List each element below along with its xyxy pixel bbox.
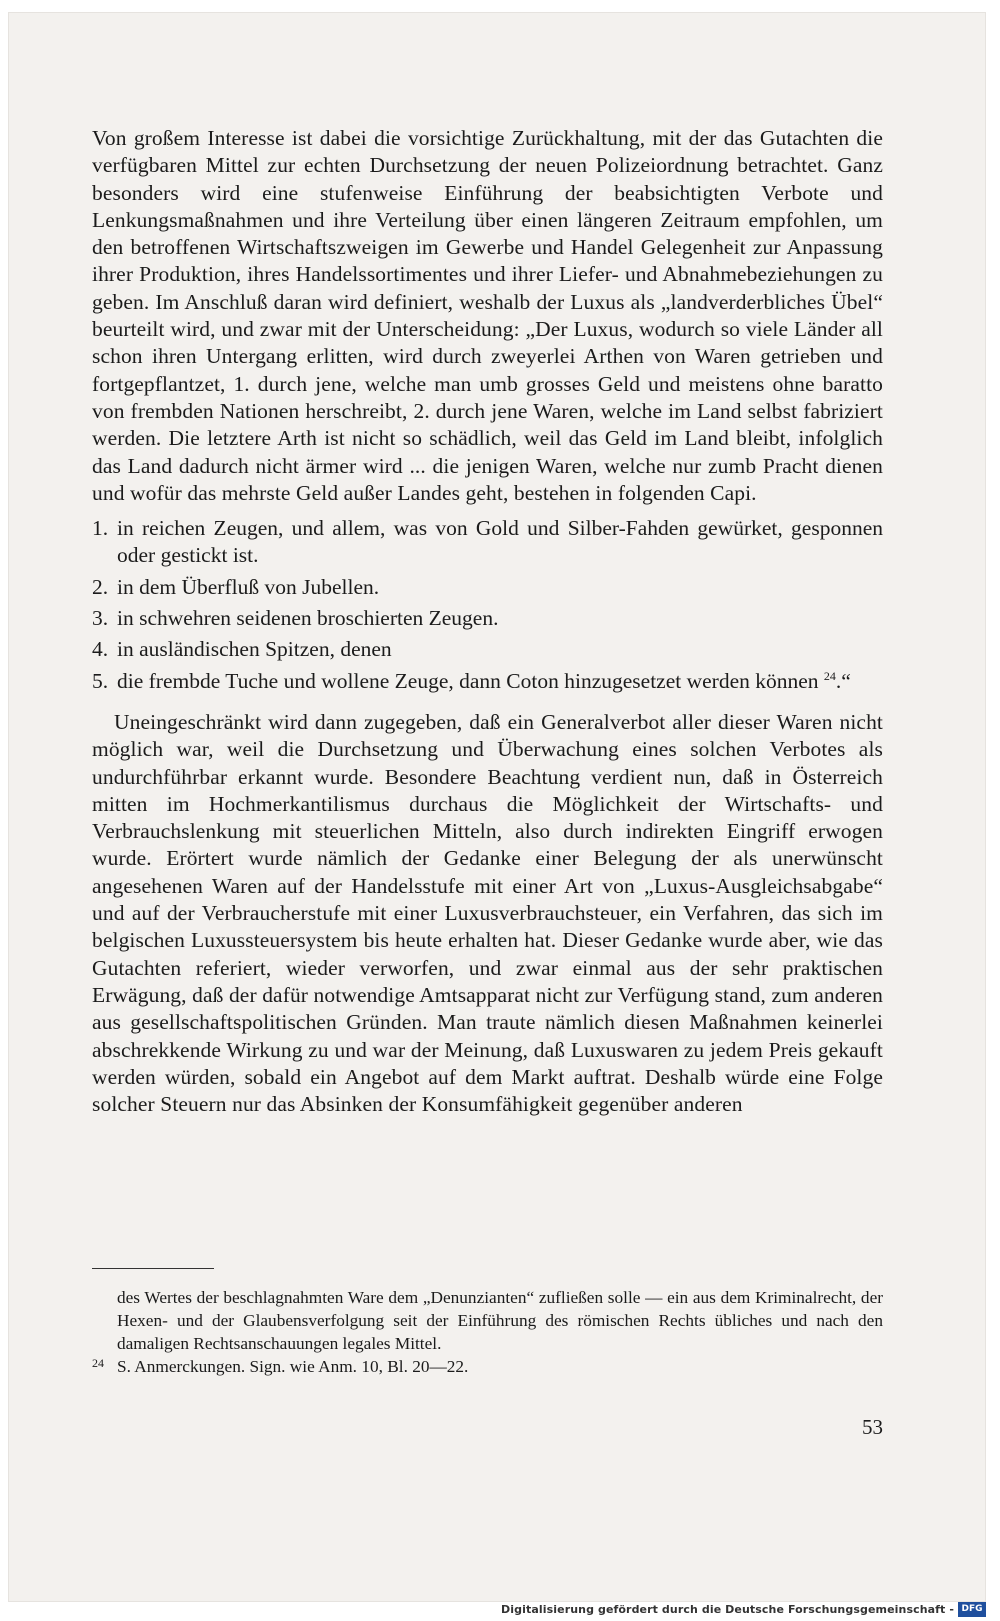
list-item-text: in dem Überfluß von Jubellen. [117,574,380,599]
list-item-text: die frembde Tuche und wollene Zeuge, dann Coton hinzugesetzet werden können [117,668,819,693]
capi-list [92,515,883,695]
list-item-number: 1. [92,516,109,541]
list-item-text: in ausländischen Spitzen, denen [117,637,392,662]
footnote-24-text: S. Anmerckungen. Sign. wie Anm. 10, Bl. 20—22. [117,1357,469,1376]
list-item-number: 2. [92,574,109,599]
list-item-number: 4. [92,637,109,662]
paragraph-2: Uneingeschränkt wird dann zugegeben, daß ein Generalverbot aller dieser Waren nicht möglich war, weil die Durchsetzung und Überwachung eines solchen Verbotes als undurchführbar erkannt wurde. Besondere Beachtung verdient nun, daß in Österreich mitten im Hochmerkantilismus durchaus die Möglichkeit der Wirtschafts- und Verbrauchslenkung mit steuerlichen Mitteln, also durch indirekten Eingriff erwogen wurde. Erörtert wurde nämlich der Gedanke einer Belegung der als unerwünscht angesehenen Waren auf der Handelsstufe mit einer Art von „Luxus-Ausgleichsabgabe“ und auf der Verbraucherstufe mit einer Luxusverbrauchsteuer, ein Verfahren, das sich im belgischen Luxussteuersystem bis heute erhalten hat. Dieser Gedanke wurde aber, wie das Gutachten referiert, wieder verworfen, und zwar einmal aus der sehr praktischen Erwägung, daß der dafür notwendige Amtsapparat nicht zur Verfügung stand, zum anderen aus gesellschaftspolitischen Gründen. Man traute nämlich diesen Maßnahmen keinerlei abschrekkende Wirkung zu und war der Meinung, daß Luxuswaren zu jedem Preis gekauft werden würden, sobald ein Angebot auf dem Markt auftrat. Deshalb würde eine Folge solcher Steuern nur das Absinken der Konsumfähigkeit gegenüber anderen [92,709,883,1117]
page-number: 53 [862,1415,883,1439]
paragraph-1: Von großem Interesse ist dabei die vorsichtige Zurückhaltung, mit der das Gutachten die verfügbaren Mittel zur echten Durchsetzung der neuen Polizeiordnung betrachtet. Ganz besonders wird eine stufenweise Einführung der beabsichtigten Verbote und Lenkungsmaßnahmen und ihre Verteilung über einen längeren Zeitraum empfohlen, um den betroffenen Wirtschaftszweigen im Gewerbe und Handel Gelegenheit zur Anpassung ihrer Produktion, ihres Handelssortimentes und ihrer Liefer- und Abnahmebeziehungen zu geben. Im Anschluß daran wird definiert, weshalb der Luxus als „landverderbliches Übel“ beurteilt wird, und zwar mit der Unterscheidung: „Der Luxus, wodurch so viele Länder all schon ihren Untergang erlitten, wird durch zweyerlei Arthen von Waren getrieben und fortgepflantzet, 1. durch jene, welche man umb grosses Geld und meistens ohne baratto von frembden Nationen herschreibt, 2. durch jene Waren, welche im Land selbst fabriziert werden. Die letztere Arth ist nicht so schädlich, weil das Geld im Land bleibt, infolglich das Land dadurch nicht ärmer wird ... die jenigen Waren, welche nur zumb Pracht dienen und wofür das mehrste Geld außer Landes geht, bestehen in folgenden Capi. [92,126,883,505]
list-item [92,605,883,632]
list-item [92,515,883,570]
dfg-logo-icon: DFG [958,1602,986,1617]
main-text [92,125,883,1118]
list-item-number: 3. [92,606,109,631]
footnote-reference: 24 [823,668,836,683]
digitization-credit: Digitalisierung gefördert durch die Deutsche Forschungsgemeinschaft - [501,1603,954,1616]
list-item [92,636,883,663]
list-item [92,668,883,695]
list-item-text: in reichen Zeugen, und allem, was von Gold und Silber-Fahden gewürket, gesponnen oder gestickt ist. [117,516,883,568]
footnote-24 [92,1355,883,1378]
footnotes [92,1286,883,1378]
list-item-text: in schwehren seidenen broschierten Zeugen. [117,606,499,631]
footnote-24-mark: 24 [92,1356,104,1370]
scanned-page [8,12,986,1602]
list-item-number: 5. [92,668,109,693]
quote-close: .“ [835,668,851,693]
footnote-divider [92,1268,214,1269]
list-item [92,574,883,601]
footnote-continuation: des Wertes der beschlagnahmten Ware dem „Denunzianten“ zufließen solle — ein aus dem Kriminalrecht, der Hexen- und der Glaubensverfolgung seit der Einführung des römischen Rechts übliches und nach den damaligen Rechtsanschauungen legales Mittel. [117,1288,883,1353]
